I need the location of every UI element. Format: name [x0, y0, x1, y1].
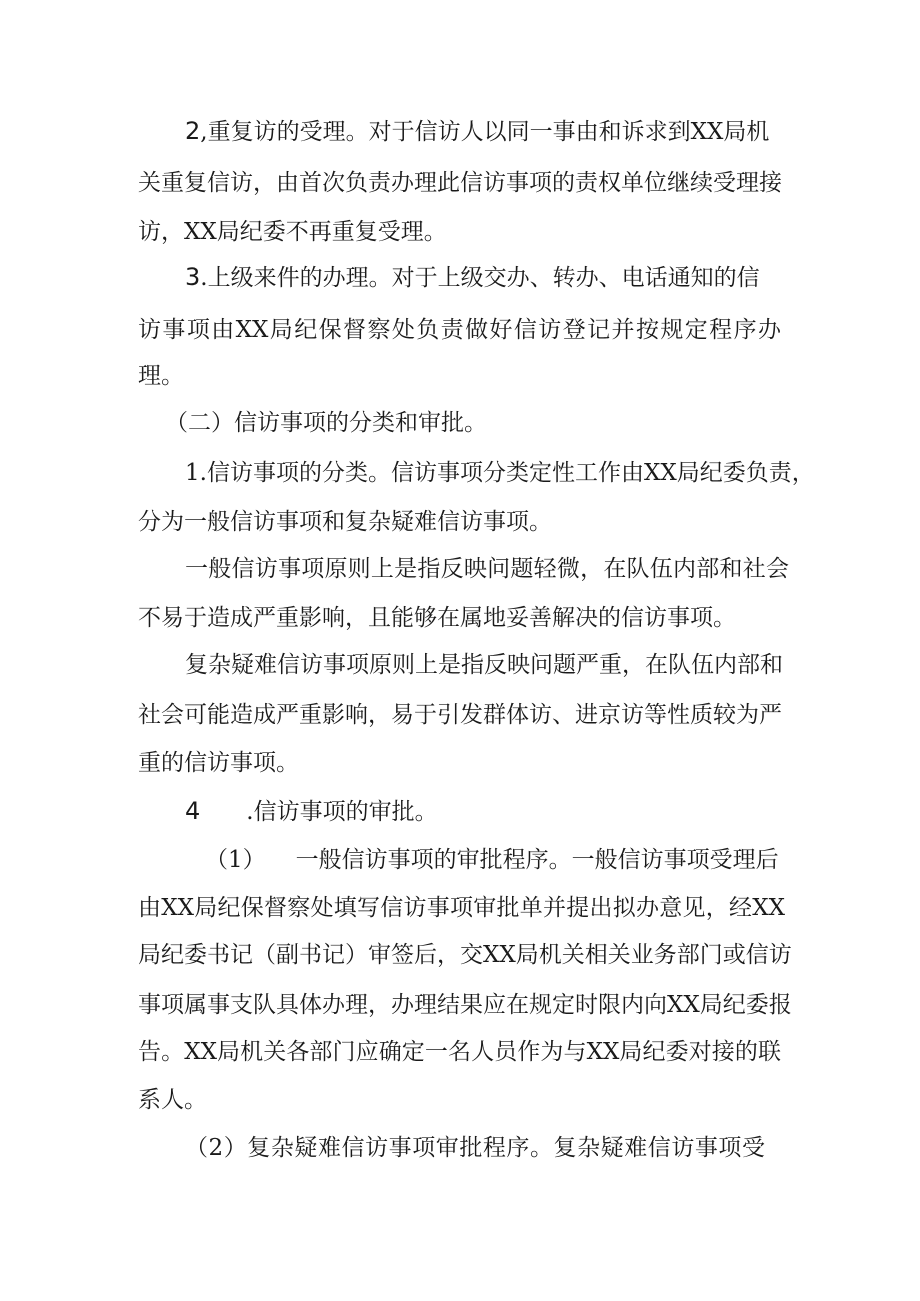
paragraph-general-matters-line-2: 不易于造成严重影响，且能够在属地妥善解决的信访事项。 — [138, 605, 736, 631]
paragraph-superior-document-line-3: 理。 — [138, 363, 184, 389]
paragraph-classification-line-1: 1.信访事项的分类。信访事项分类定性工作由XX局纪委负责， — [185, 460, 815, 486]
list-number: 4 — [185, 797, 201, 825]
paragraph-general-approval-line-5: 告。XX局机关各部门应确定一名人员作为与XX局纪委对接的联 — [138, 1039, 781, 1065]
paragraph-general-approval-line-3: 局纪委书记（副书记）审签后，交XX局机关相关业务部门或信访 — [138, 942, 792, 968]
list-marker: （1） — [205, 847, 266, 873]
paragraph-repeat-visit-line-2: 关重复信访，由首次负责办理此信访事项的责权单位继续受理接 — [138, 170, 782, 196]
paragraph-superior-document-line-2: 访事项由XX局纪保督察处负责做好信访登记并按规定程序办 — [138, 317, 781, 343]
paragraph-superior-document-line-1: 3.上级来件的办理。对于上级交办、转办、电话通知的信 — [185, 263, 760, 291]
section-heading: （二）信访事项的分类和审批。 — [165, 410, 487, 436]
paragraph-general-approval-line-1: （1） 一般信访事项的审批程序。一般信访事项受理后 — [205, 847, 779, 873]
list-number: 2 — [185, 117, 201, 145]
paragraph-repeat-visit-line-1: 2,重复访的受理。对于信访人以同一事由和诉求到XX局机 — [185, 117, 770, 145]
paragraph-complex-matters-line-3: 重的信访事项。 — [138, 750, 299, 776]
paragraph-classification-line-2: 分为一般信访事项和复杂疑难信访事项。 — [138, 509, 552, 535]
paragraph-general-approval-line-4: 事项属事支队具体办理，办理结果应在规定时限内向XX局纪委报 — [138, 992, 792, 1018]
paragraph-general-approval-line-2: 由XX局纪保督察处填写信访事项审批单并提出拟办意见，经XX — [138, 895, 785, 921]
paragraph-repeat-visit-line-3: 访，XX局纪委不再重复受理。 — [138, 219, 447, 245]
paragraph-approval-heading: 4 .信访事项的审批。 — [185, 797, 438, 825]
paragraph-general-approval-line-6: 系人。 — [138, 1087, 207, 1113]
paragraph-general-matters-line-1: 一般信访事项原则上是指反映问题轻微，在队伍内部和社会 — [185, 556, 789, 582]
paragraph-complex-matters-line-2: 社会可能造成严重影响，易于引发群体访、进京访等性质较为严 — [138, 702, 782, 728]
paragraph-complex-matters-line-1: 复杂疑难信访事项原则上是指反映问题严重，在队伍内部和 — [185, 652, 783, 678]
paragraph-complex-approval-line-1: （2）复杂疑难信访事项审批程序。复杂疑难信访事项受 — [185, 1135, 765, 1161]
list-number: 3 — [185, 263, 201, 291]
